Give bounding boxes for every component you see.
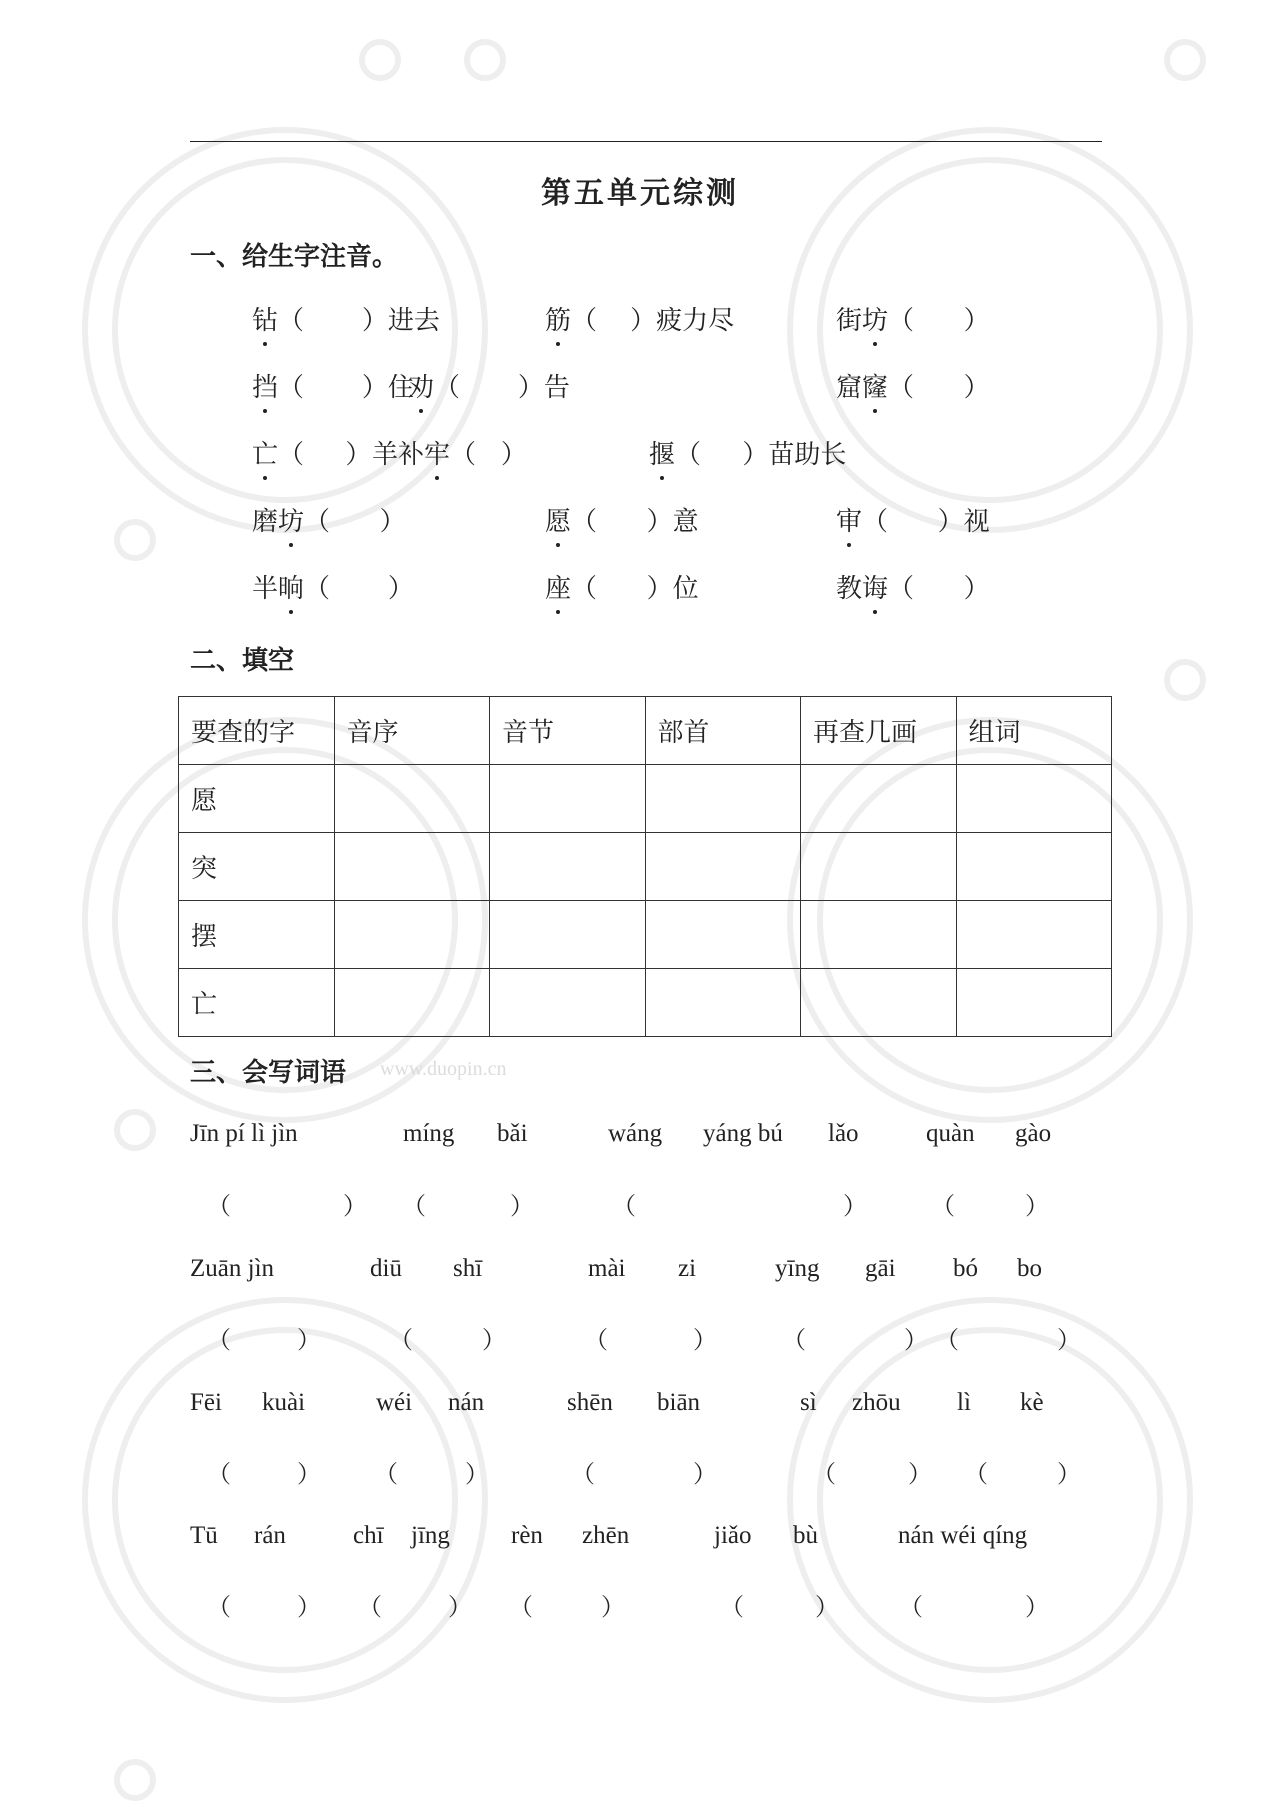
pinyin-text: quàn: [926, 1120, 975, 1147]
dotted-char: 座: [545, 568, 571, 605]
answer-paren-open[interactable]: （: [358, 1593, 382, 1621]
word-prefix: 窟: [836, 373, 863, 403]
answer-cell[interactable]: [645, 901, 801, 969]
answer-blank[interactable]: （ ）: [571, 574, 673, 604]
answer-cell[interactable]: [801, 901, 957, 969]
dotted-char: 审: [836, 501, 862, 538]
answer-paren-open[interactable]: （: [509, 1593, 533, 1621]
answer-paren-close[interactable]: ）: [510, 1192, 534, 1220]
pinyin-text: kè: [1020, 1389, 1044, 1416]
pinyin-text: mài: [588, 1255, 626, 1282]
word-suffix: 疲力尽: [656, 306, 735, 336]
pinyin-text: Zuān jìn: [190, 1255, 275, 1282]
answer-cell[interactable]: [334, 765, 490, 833]
answer-blank[interactable]: （ ）: [278, 440, 372, 470]
pinyin-text: yīng: [775, 1255, 820, 1282]
answer-cell[interactable]: [490, 969, 646, 1037]
answer-cell[interactable]: [956, 833, 1112, 901]
pinyin-text: rèn: [511, 1522, 543, 1549]
pinyin-text: diū: [370, 1255, 402, 1282]
answer-paren-open[interactable]: （: [207, 1192, 231, 1220]
pinyin-text: nán wéi qíng: [898, 1522, 1028, 1549]
answer-paren-close[interactable]: ）: [693, 1326, 717, 1354]
pinyin-text: bù: [793, 1522, 818, 1549]
answer-paren-open[interactable]: （: [207, 1326, 231, 1354]
dotted-char: 揠: [649, 434, 675, 471]
page-title: 第五单元综测: [541, 176, 739, 211]
answer-cell[interactable]: [801, 833, 957, 901]
pinyin-item: [545, 501, 699, 538]
pinyin-text: gào: [1015, 1120, 1052, 1147]
pinyin-text: míng: [403, 1120, 455, 1147]
answer-cell[interactable]: [801, 765, 957, 833]
answer-paren-open[interactable]: （: [207, 1593, 231, 1621]
word-prefix: 半: [252, 574, 279, 604]
dotted-char: 劝: [408, 367, 434, 404]
pinyin-text: biān: [657, 1389, 701, 1416]
pinyin-text: zhēn: [582, 1522, 630, 1549]
answer-paren-close[interactable]: ）: [601, 1593, 625, 1621]
pinyin-item: [372, 434, 527, 471]
answer-paren-open[interactable]: （: [402, 1192, 426, 1220]
answer-cell[interactable]: [645, 833, 801, 901]
dotted-char: 坊: [862, 300, 888, 337]
answer-paren-open[interactable]: （: [584, 1326, 608, 1354]
answer-cell[interactable]: [334, 969, 490, 1037]
table-header: 再查几画: [801, 697, 957, 765]
answer-cell[interactable]: [956, 969, 1112, 1037]
pinyin-text: shēn: [567, 1389, 613, 1416]
answer-paren-close[interactable]: ）: [482, 1326, 506, 1354]
pinyin-text: wéi: [376, 1389, 413, 1416]
answer-cell[interactable]: [334, 833, 490, 901]
answer-blank[interactable]: （ ）: [888, 373, 990, 403]
pinyin-item: [545, 300, 734, 337]
answer-blank[interactable]: （ ）: [434, 373, 544, 403]
table-header: 要查的字: [179, 697, 335, 765]
answer-cell[interactable]: [956, 901, 1112, 969]
section3-heading: 三、会写词语: [190, 1058, 347, 1088]
answer-blank[interactable]: （ ）: [675, 440, 769, 470]
answer-paren-open[interactable]: （: [812, 1460, 836, 1488]
pinyin-text: yáng bú: [703, 1120, 783, 1147]
answer-paren-open[interactable]: （: [720, 1593, 744, 1621]
answer-cell[interactable]: [645, 765, 801, 833]
watermark-url: www.duopin.cn: [380, 1058, 507, 1080]
answer-paren-close[interactable]: ）: [904, 1326, 928, 1354]
answer-paren-close[interactable]: ）: [297, 1326, 321, 1354]
pinyin-item: [649, 434, 846, 471]
pinyin-text: bǎi: [497, 1120, 528, 1147]
pinyin-text: gāi: [865, 1255, 896, 1282]
pinyin-item: [252, 367, 414, 404]
answer-blank[interactable]: （ ）: [888, 574, 990, 604]
table-char-cell: 愿: [179, 765, 335, 833]
word-suffix: 住: [387, 373, 414, 403]
pinyin-text: kuài: [262, 1389, 306, 1416]
dotted-char: 筋: [545, 300, 571, 337]
word-prefix: 教: [836, 574, 863, 604]
word-suffix: 位: [672, 574, 699, 604]
section1-heading: 一、给生字注音。: [190, 242, 399, 272]
pinyin-text: bó: [953, 1255, 978, 1282]
table-row: [179, 833, 1112, 901]
answer-paren-close[interactable]: ）: [465, 1460, 489, 1488]
answer-paren-close[interactable]: ）: [693, 1460, 717, 1488]
pinyin-item: [252, 568, 414, 605]
table-row: [179, 969, 1112, 1037]
pinyin-text: lǎo: [828, 1120, 859, 1147]
table-header-row: [179, 697, 1112, 765]
pinyin-text: sì: [800, 1389, 817, 1416]
answer-cell[interactable]: [645, 969, 801, 1037]
answer-paren-close[interactable]: ）: [1025, 1192, 1049, 1220]
answer-cell[interactable]: [490, 833, 646, 901]
answer-blank[interactable]: （ ）: [278, 306, 388, 336]
dotted-char: 亡: [252, 434, 278, 471]
answer-paren-close[interactable]: ）: [297, 1460, 321, 1488]
pinyin-text: Jīn pí lì jìn: [190, 1120, 298, 1147]
answer-blank[interactable]: （ ）: [862, 507, 964, 537]
answer-paren-close[interactable]: ）: [815, 1593, 839, 1621]
pinyin-item: [252, 434, 371, 471]
pinyin-text: Fēi: [190, 1389, 222, 1416]
answer-paren-open[interactable]: （: [389, 1326, 413, 1354]
pinyin-item: [252, 300, 440, 337]
answer-paren-open[interactable]: （: [782, 1326, 806, 1354]
pinyin-item: [252, 501, 406, 538]
answer-paren-open[interactable]: （: [964, 1460, 988, 1488]
answer-paren-close[interactable]: ）: [908, 1460, 932, 1488]
pinyin-text: wáng: [608, 1120, 663, 1147]
word-suffix: 苗助长: [768, 440, 847, 470]
pinyin-text: jīng: [411, 1522, 450, 1549]
word-suffix: 进去: [387, 306, 440, 336]
dotted-char: 诲: [862, 568, 888, 605]
answer-paren-open[interactable]: （: [931, 1192, 955, 1220]
pinyin-text: bo: [1017, 1255, 1042, 1282]
pinyin-text: jiǎo: [714, 1522, 752, 1549]
word-suffix: 意: [672, 507, 699, 537]
answer-blank[interactable]: （ ）: [888, 306, 990, 336]
answer-blank[interactable]: （ ）: [450, 440, 527, 470]
answer-cell[interactable]: [490, 765, 646, 833]
lookup-table: [178, 696, 1112, 1037]
answer-paren-close[interactable]: ）: [448, 1593, 472, 1621]
dotted-char: 挡: [252, 367, 278, 404]
dotted-char: 愿: [545, 501, 571, 538]
answer-paren-close[interactable]: ）: [297, 1593, 321, 1621]
answer-cell[interactable]: [334, 901, 490, 969]
pinyin-text: Tū: [190, 1522, 218, 1549]
answer-blank[interactable]: （ ）: [571, 507, 673, 537]
answer-cell[interactable]: [801, 969, 957, 1037]
dotted-char: 窿: [862, 367, 888, 404]
word-prefix: 羊补: [372, 440, 425, 470]
pinyin-item: [836, 568, 990, 605]
table-header: 音节: [490, 697, 646, 765]
section2-heading: 二、填空: [190, 646, 295, 676]
dotted-char: 坊: [278, 501, 304, 538]
dotted-char: 晌: [278, 568, 304, 605]
answer-paren-open[interactable]: （: [612, 1192, 636, 1220]
answer-blank[interactable]: （ ）: [304, 507, 406, 537]
answer-paren-close[interactable]: ）: [843, 1192, 867, 1220]
dotted-char: 牢: [424, 434, 450, 471]
table-row: [179, 765, 1112, 833]
answer-cell[interactable]: [490, 901, 646, 969]
table-header: 音序: [334, 697, 490, 765]
word-prefix: 磨: [252, 507, 279, 537]
table-char-cell: 亡: [179, 969, 335, 1037]
answer-paren-close[interactable]: ）: [343, 1192, 367, 1220]
pinyin-text: chī: [353, 1522, 384, 1549]
pinyin-text: lì: [957, 1389, 971, 1416]
answer-paren-open[interactable]: （: [207, 1460, 231, 1488]
pinyin-item: [545, 568, 699, 605]
dotted-char: 钻: [252, 300, 278, 337]
pinyin-text: zhōu: [852, 1389, 901, 1416]
table-header: 组词: [956, 697, 1112, 765]
table-row: [179, 901, 1112, 969]
answer-paren-close[interactable]: ）: [1057, 1460, 1081, 1488]
answer-paren-open[interactable]: （: [374, 1460, 398, 1488]
answer-paren-open[interactable]: （: [935, 1326, 959, 1354]
answer-blank[interactable]: （ ）: [304, 574, 414, 604]
word-suffix: 视: [963, 507, 990, 537]
answer-cell[interactable]: [956, 765, 1112, 833]
pinyin-item: [836, 501, 990, 538]
table-char-cell: 突: [179, 833, 335, 901]
pinyin-item: [408, 367, 570, 404]
top-rule: [190, 141, 1102, 142]
answer-paren-close[interactable]: ）: [1057, 1326, 1081, 1354]
word-suffix: 告: [543, 373, 570, 403]
table-char-cell: 摆: [179, 901, 335, 969]
pinyin-item: [836, 367, 990, 404]
answer-paren-open[interactable]: （: [899, 1593, 923, 1621]
answer-blank[interactable]: （ ）: [278, 373, 388, 403]
answer-paren-close[interactable]: ）: [1025, 1593, 1049, 1621]
word-prefix: 街: [836, 306, 863, 336]
pinyin-text: nán: [448, 1389, 485, 1416]
answer-blank[interactable]: （ ）: [571, 306, 657, 336]
table-header: 部首: [645, 697, 801, 765]
pinyin-text: rán: [254, 1522, 286, 1549]
pinyin-text: zi: [678, 1255, 697, 1282]
answer-paren-open[interactable]: （: [571, 1460, 595, 1488]
pinyin-text: shī: [453, 1255, 483, 1282]
pinyin-item: [836, 300, 990, 337]
